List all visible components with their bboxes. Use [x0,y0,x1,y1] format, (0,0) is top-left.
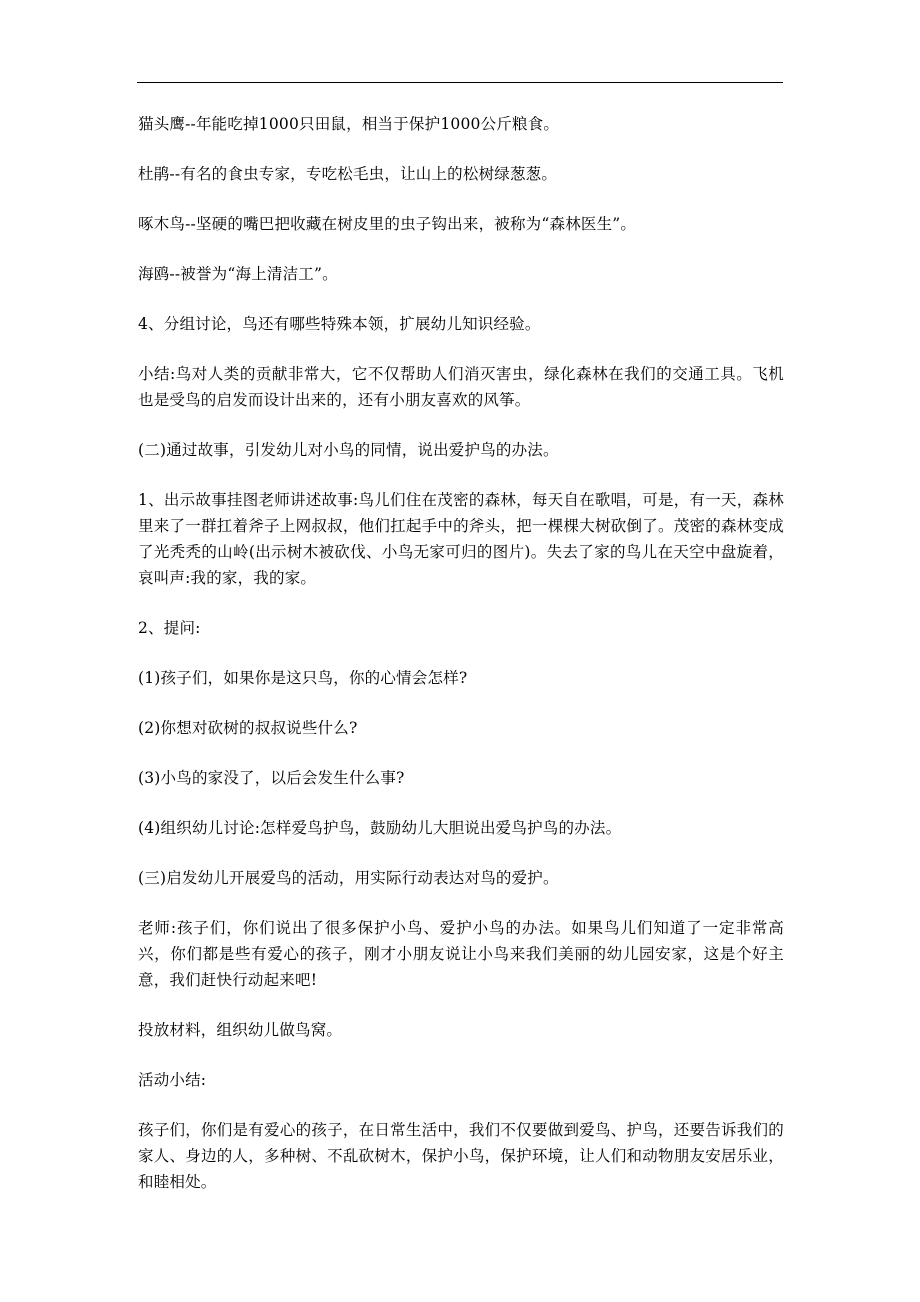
question-4: (4)组织幼儿讨论:怎样爱鸟护鸟，鼓励幼儿大胆说出爱鸟护鸟的办法。 [138,819,622,837]
paragraph-activity-summary: 孩子们，你们是有爱心的孩子，在日常生活中，我们不仅要做到爱鸟、护鸟，还要告诉我们的家人、身边的人，多种树、不乱砍树木，保护小鸟，保护环境，让人们和动物朋友安居乐业，和睦相处。 [138,1121,784,1191]
header-rule [137,82,783,83]
section-heading-2: (二)通过故事，引发幼儿对小鸟的同情，说出爱护鸟的办法。 [138,441,559,459]
paragraph-materials: 投放材料，组织幼儿做鸟窝。 [138,1021,343,1039]
paragraph-questions-heading: 2、提问: [138,619,201,637]
activity-summary-heading: 活动小结: [138,1071,207,1089]
paragraph-summary-1: 小结:鸟对人类的贡献非常大，它不仅帮助人们消灭害虫，绿化森林在我们的交通工具。飞机也是受鸟的启发而设计出来的，还有小朋友喜欢的风筝。 [138,365,784,409]
document-body [138,111,784,1219]
paragraph-group-discussion: 4、分组讨论，鸟还有哪些特殊本领，扩展幼儿知识经验。 [138,315,541,333]
paragraph-owl: 猫头鹰--年能吃掉1000只田鼠，相当于保护1000公斤粮食。 [138,115,560,133]
question-1: (1)孩子们，如果你是这只鸟，你的心情会怎样? [138,669,468,687]
paragraph-teacher: 老师:孩子们，你们说出了很多保护小鸟、爱护小鸟的办法。如果鸟儿们知道了一定非常高兴，你们都是些有爱心的孩子，刚才小朋友说让小鸟来我们美丽的幼儿园安家，这是个好主意，我们赶快行动起来吧! [138,919,784,989]
question-2: (2)你想对砍树的叔叔说些什么? [138,719,358,737]
paragraph-seagull: 海鸥--被誉为“海上清洁工”。 [138,265,338,283]
paragraph-cuckoo: 杜鹃--有名的食虫专家，专吃松毛虫，让山上的松树绿葱葱。 [138,165,558,183]
paragraph-woodpecker: 啄木鸟--坚硬的嘴巴把收藏在树皮里的虫子钩出来，被称为“森林医生”。 [138,215,637,233]
paragraph-story: 1、出示故事挂图老师讲述故事:鸟儿们住在茂密的森林，每天自在歌唱，可是，有一天，森林里来了一群扛着斧子上网叔叔，他们扛起手中的斧头，把一棵棵大树砍倒了。茂密的森林变成了光秃秃的山岭(出示树木被砍伐、小鸟无家可归的图片)。失去了家的鸟儿在天空中盘旋着，哀叫声:我的家，我的家。 [138,491,784,587]
question-3: (3)小鸟的家没了，以后会发生什么事? [138,769,405,787]
section-heading-3: (三)启发幼儿开展爱鸟的活动，用实际行动表达对鸟的爱护。 [138,869,559,887]
